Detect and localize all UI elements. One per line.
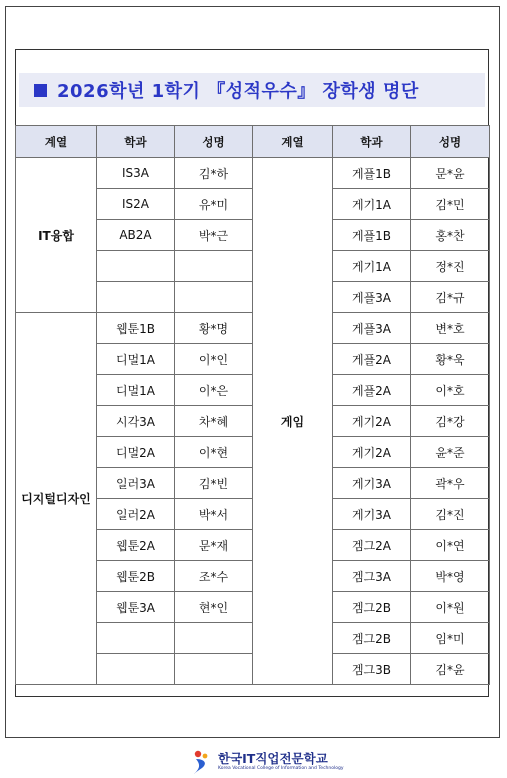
- department-cell: 디멀1A: [97, 344, 175, 375]
- department-cell: 웹툰3A: [97, 592, 175, 623]
- student-name-cell: 김*하: [175, 158, 253, 189]
- student-name-cell: 김*규: [411, 282, 490, 313]
- department-cell: 게플1B: [333, 220, 411, 251]
- header-left-name: 성명: [175, 126, 253, 158]
- student-name-cell: 이*은: [175, 375, 253, 406]
- department-cell: IS3A: [97, 158, 175, 189]
- department-cell: 웹툰2B: [97, 561, 175, 592]
- student-name-cell: 박*서: [175, 499, 253, 530]
- table-header-row: [16, 126, 490, 158]
- student-name-cell: 이*원: [411, 592, 490, 623]
- department-cell: 디멀2A: [97, 437, 175, 468]
- school-name: 한국IT직업전문학교: [218, 751, 328, 766]
- division-cell: IT융합: [16, 158, 97, 313]
- student-name-cell: 유*미: [175, 189, 253, 220]
- department-cell: [97, 654, 175, 685]
- department-cell: 게플1B: [333, 158, 411, 189]
- student-name-cell: 김*빈: [175, 468, 253, 499]
- student-name-cell: 윤*준: [411, 437, 490, 468]
- department-cell: 겜그2B: [333, 592, 411, 623]
- department-cell: 게플3A: [333, 282, 411, 313]
- header-right-name: 성명: [411, 126, 490, 158]
- department-cell: 겜그3A: [333, 561, 411, 592]
- department-cell: 웹툰2A: [97, 530, 175, 561]
- student-name-cell: [175, 623, 253, 654]
- student-name-cell: 황*욱: [411, 344, 490, 375]
- department-cell: 겜그3B: [333, 654, 411, 685]
- header-left-division: 계열: [16, 126, 97, 158]
- department-cell: [97, 623, 175, 654]
- department-cell: 게기1A: [333, 251, 411, 282]
- header-left-department: 학과: [97, 126, 175, 158]
- student-name-cell: 김*진: [411, 499, 490, 530]
- student-name-cell: 이*현: [175, 437, 253, 468]
- department-cell: 웹툰1B: [97, 313, 175, 344]
- department-cell: 게기3A: [333, 468, 411, 499]
- scholarship-table: [15, 125, 490, 685]
- department-cell: 겜그2A: [333, 530, 411, 561]
- department-cell: 게기2A: [333, 406, 411, 437]
- student-name-cell: 조*수: [175, 561, 253, 592]
- student-name-cell: 곽*우: [411, 468, 490, 499]
- student-name-cell: 박*근: [175, 220, 253, 251]
- department-cell: IS2A: [97, 189, 175, 220]
- division-cell: 게임: [253, 158, 333, 685]
- student-name-cell: 현*인: [175, 592, 253, 623]
- department-cell: [97, 251, 175, 282]
- header-right-department: 학과: [333, 126, 411, 158]
- student-name-cell: 문*윤: [411, 158, 490, 189]
- student-name-cell: [175, 654, 253, 685]
- department-cell: 게기1A: [333, 189, 411, 220]
- square-bullet-icon: [34, 84, 47, 97]
- student-name-cell: 차*혜: [175, 406, 253, 437]
- division-cell: 디지털디자인: [16, 313, 97, 685]
- student-name-cell: 이*호: [411, 375, 490, 406]
- student-name-cell: 문*재: [175, 530, 253, 561]
- department-cell: 일러3A: [97, 468, 175, 499]
- student-name-cell: 김*강: [411, 406, 490, 437]
- student-name-cell: 김*윤: [411, 654, 490, 685]
- title-bar: [19, 73, 485, 107]
- school-emblem-icon: [190, 749, 214, 775]
- student-name-cell: 이*연: [411, 530, 490, 561]
- department-cell: [97, 282, 175, 313]
- school-name-en: Korea Vocational College of Information and Technology: [218, 766, 344, 771]
- student-name-cell: 임*미: [411, 623, 490, 654]
- department-cell: AB2A: [97, 220, 175, 251]
- student-name-cell: 황*명: [175, 313, 253, 344]
- department-cell: 게기3A: [333, 499, 411, 530]
- student-name-cell: 박*영: [411, 561, 490, 592]
- student-name-cell: [175, 282, 253, 313]
- department-cell: 게플2A: [333, 344, 411, 375]
- student-name-cell: 정*진: [411, 251, 490, 282]
- department-cell: 일러2A: [97, 499, 175, 530]
- school-logo: [190, 749, 344, 775]
- department-cell: 게플2A: [333, 375, 411, 406]
- header-right-division: 계열: [253, 126, 333, 158]
- student-name-cell: 김*민: [411, 189, 490, 220]
- department-cell: 게플3A: [333, 313, 411, 344]
- student-name-cell: 홍*찬: [411, 220, 490, 251]
- department-cell: 시각3A: [97, 406, 175, 437]
- table-row: [16, 158, 490, 189]
- department-cell: 디멀1A: [97, 375, 175, 406]
- document-title: 2026학년 1학기 『성적우수』 장학생 명단: [57, 81, 419, 102]
- student-name-cell: [175, 251, 253, 282]
- department-cell: 게기2A: [333, 437, 411, 468]
- table-body: [16, 158, 490, 685]
- student-name-cell: 변*호: [411, 313, 490, 344]
- student-name-cell: 이*인: [175, 344, 253, 375]
- department-cell: 겜그2B: [333, 623, 411, 654]
